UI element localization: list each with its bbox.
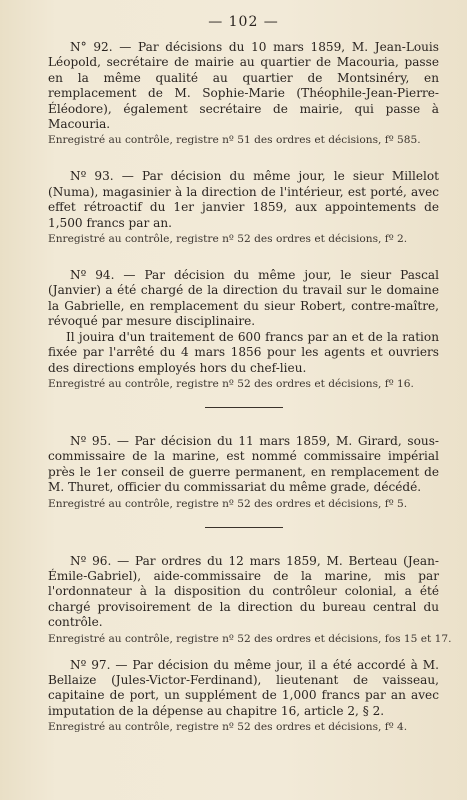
entry-text: Nº 93. — Par décision du même jour, le sieur Millelot (Numa), magasinier à la direction de l'intérieur, est porté, avec effet rétroactif du 1er janvier 1859, aux appointements de 1,500 francs par an. xyxy=(48,169,439,230)
registration-note: Enregistré au contrôle, registre nº 52 des ordres et décisions, fº 5. xyxy=(48,497,408,510)
entry-92 xyxy=(48,40,439,147)
entry-text: Nº 95. — Par décision du 11 mars 1859, M. Girard, sous-commissaire de la marine, est nommé commissaire impérial près le 1er conseil de guerre permanent, en remplacement de M. Thuret, officier du commissariat du même grade, décédé. xyxy=(48,433,439,495)
section-divider xyxy=(205,527,283,528)
registration-note: Enregistré au contrôle, registre nº 52 des ordres et décisions, fos 15 et 17. xyxy=(48,632,452,645)
registration-note: Enregistré au contrôle, registre nº 52 des ordres et décisions, fº 16. xyxy=(48,377,414,390)
registration-note: Enregistré au contrôle, registre nº 51 des ordres et décisions, fº 585. xyxy=(48,134,421,147)
registration-note: Enregistré au contrôle, registre nº 52 des ordres et décisions, fº 2. xyxy=(48,233,408,246)
entry-text: Nº 96. — Par ordres du 12 mars 1859, M. Berteau (Jean-Émile-Gabriel), aide-commissaire de la marine, mis par l'ordonnateur à la disposition du contrôleur colonial, a été chargé provisoirement de la direction du bureau central du contrôle. xyxy=(48,553,439,630)
entry-text: N° 92. — Par décisions du 10 mars 1859, M. Jean-Louis Léopold, secrétaire de mairie au quartier de Macouria, passe en la même qualité au quartier de Montsinéry, en remplacement de M. Sophie-Marie (Théophile-Jean-Pierre-Éléodore), également secrétaire de mairie, qui passe à Macouria. xyxy=(48,40,439,132)
entry-94 xyxy=(48,268,439,391)
entry-text: Nº 94. — Par décision du même jour, le sieur Pascal (Janvier) a été chargé de la direction du travail sur le domaine la Gabrielle, en remplacement du sieur Robert, contre-maître, révoqué par mesure disciplinaire. xyxy=(48,268,439,329)
entry-text-continued: Il jouira d'un traitement de 600 francs par an et de la ration fixée par l'arrêté du 4 mars 1856 pour les agents et ouvriers des directions employés hors du chef-lieu. xyxy=(48,329,439,375)
entry-text: Nº 97. — Par décision du même jour, il a été accordé à M. Bellaize (Jules-Victor-Ferdinand), lieutenant de vaisseau, capitaine de port, un supplément de 1,000 francs par an avec imputation de la dépense au chapitre 16, article 2, § 2. xyxy=(48,657,439,718)
section-divider xyxy=(205,407,283,408)
entry-97 xyxy=(48,658,439,735)
entry-95 xyxy=(48,434,439,511)
registration-note: Enregistré au contrôle, registre nº 52 des ordres et décisions, fº 4. xyxy=(48,721,408,734)
page-number: — 102 — xyxy=(208,14,279,30)
entry-96 xyxy=(48,553,452,646)
entry-93 xyxy=(48,169,439,246)
